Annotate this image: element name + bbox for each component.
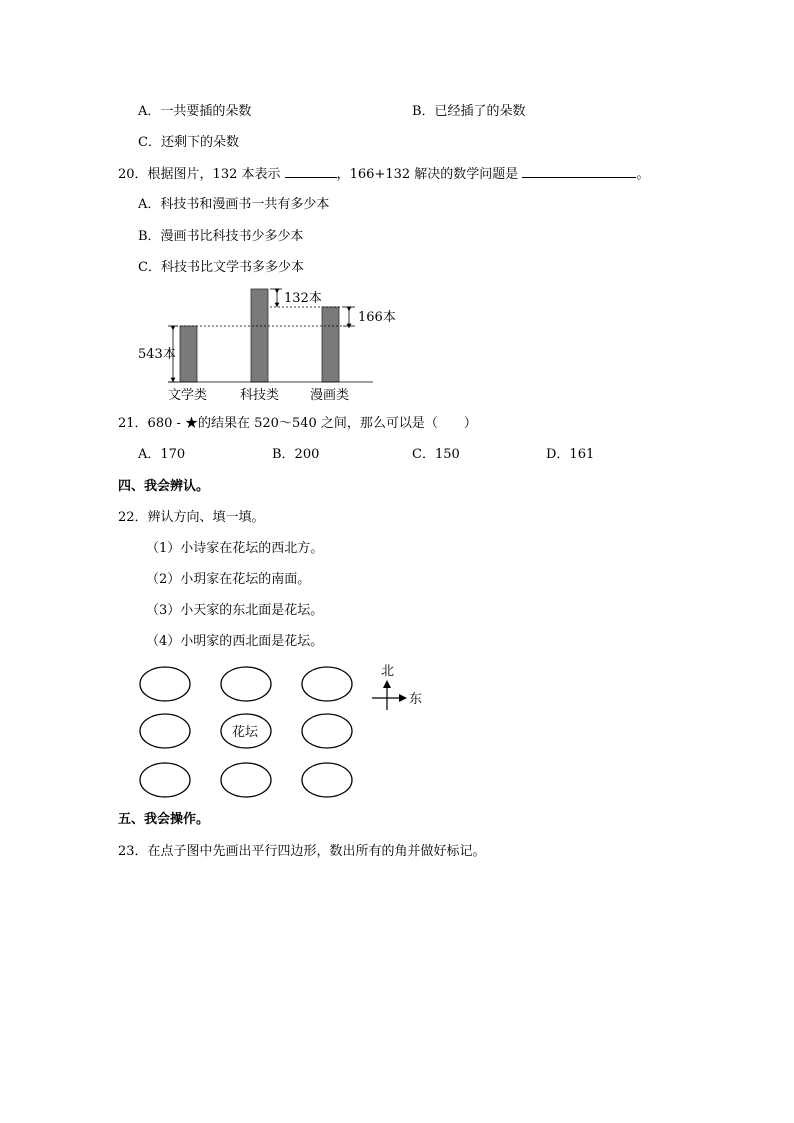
house-ellipse-s bbox=[221, 763, 271, 797]
q22-item-4: （4）小明家的西北面是花坛。 bbox=[146, 634, 324, 649]
category-literature: 文学类 bbox=[168, 388, 208, 403]
compass-north-label: 北 bbox=[381, 664, 395, 679]
bar-comics bbox=[322, 307, 339, 382]
q21-option-b: B．200 bbox=[272, 447, 320, 462]
bar-literature bbox=[180, 326, 197, 382]
house-ellipse-ne bbox=[302, 667, 352, 701]
house-ellipse-sw bbox=[140, 763, 190, 797]
house-ellipse-se bbox=[302, 763, 352, 797]
q22-item-1: （1）小诗家在花坛的西北方。 bbox=[146, 541, 324, 556]
compass-east-label: 东 bbox=[409, 692, 423, 707]
q23-stem: 23．在点子图中先画出平行四边形，数出所有的角并做好标记。 bbox=[118, 844, 486, 859]
q20-number: 20． bbox=[118, 167, 148, 182]
q20-blank-2[interactable] bbox=[522, 165, 636, 178]
q20-stem-end: 。 bbox=[636, 167, 650, 182]
q19-option-b: B．已经插了的朵数 bbox=[412, 104, 526, 119]
q19-option-c: C．还剩下的朵数 bbox=[138, 135, 239, 150]
q19-option-a: A．一共要插的朵数 bbox=[138, 104, 252, 119]
q21-stem: 21．680 - ★的结果在 520～540 之间，那么可以是（ ） bbox=[118, 416, 477, 431]
bar-science bbox=[251, 289, 268, 382]
category-comics: 漫画类 bbox=[310, 388, 350, 403]
q21-option-a: A．170 bbox=[138, 447, 186, 462]
house-ellipse-e bbox=[302, 714, 352, 748]
q20-stem-part2: ，166+132 解决的数学问题是 bbox=[336, 167, 519, 182]
q20-blank-1[interactable] bbox=[285, 165, 337, 178]
house-ellipse-nw bbox=[140, 667, 190, 701]
q20-option-b: B．漫画书比科技书少多少本 bbox=[138, 229, 304, 244]
q20-option-c: C．科技书比文学书多多少本 bbox=[138, 260, 304, 275]
house-ellipse-w bbox=[140, 714, 190, 748]
section-5-heading: 五、我会操作。 bbox=[118, 812, 210, 827]
q22-item-3: （3）小天家的东北面是花坛。 bbox=[146, 603, 324, 618]
q20-stem bbox=[118, 165, 649, 184]
q20-bar-diagram bbox=[138, 286, 400, 406]
q21-option-d: D．161 bbox=[546, 447, 595, 462]
label-543: 543本 bbox=[138, 347, 176, 362]
section-4-heading: 四、我会辨认。 bbox=[118, 479, 210, 494]
q21-option-c: C．150 bbox=[412, 447, 460, 462]
flowerbed-label: 花坛 bbox=[232, 725, 259, 740]
q20-option-a: A．科技书和漫画书一共有多少本 bbox=[138, 197, 330, 212]
q22-stem: 22．辨认方向、填一填。 bbox=[118, 510, 265, 525]
q22-item-2: （2）小玥家在花坛的南面。 bbox=[146, 572, 311, 587]
label-166: 166本 bbox=[358, 310, 396, 325]
category-science: 科技类 bbox=[240, 388, 280, 403]
q20-stem-part1: 根据图片，132 本表示 bbox=[147, 167, 281, 182]
house-ellipse-n bbox=[221, 667, 271, 701]
label-132: 132本 bbox=[284, 291, 322, 306]
q22-direction-diagram bbox=[136, 658, 426, 803]
